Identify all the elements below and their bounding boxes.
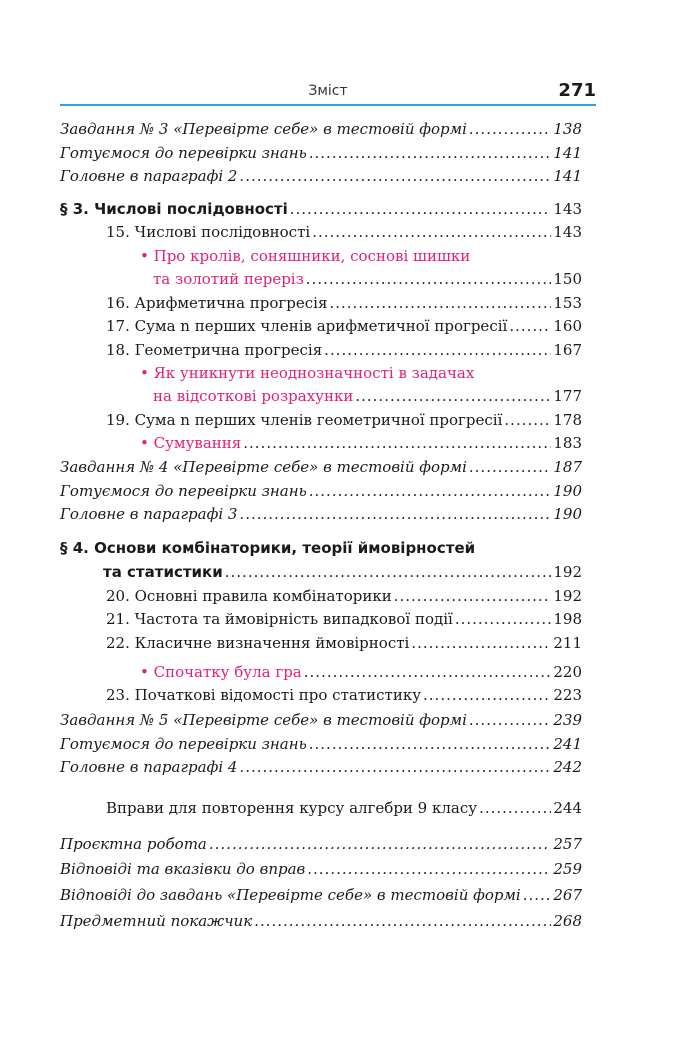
toc-page: 141 [553,144,582,162]
dot-leader [423,684,551,707]
dot-leader [306,268,552,291]
toc-subentry-line[interactable]: • Про кролів, соняшники, соснові шишки [140,247,471,265]
toc-subentry[interactable]: • Сумування ..... 183 [140,432,582,455]
toc-page: 267 [553,886,582,904]
toc-page: 183 [553,434,582,452]
page-title: Зміст [308,83,348,99]
toc-subentry[interactable]: • Спочатку була гра ..... 220 [140,661,582,684]
dot-leader [309,733,552,756]
toc-page: 190 [553,505,582,523]
toc-page: 241 [553,735,582,753]
dot-leader [290,198,552,221]
toc-section-heading[interactable]: § 4. Основи комбінаторики, теорії ймовірностей [60,539,476,557]
dot-leader [469,709,551,732]
toc-page: 239 [553,711,582,729]
toc-entry[interactable]: Головне в параграфі 4 ..... 242 [60,756,582,779]
dot-leader [239,503,551,526]
toc-entry[interactable]: 23. Початкові відомості про статистику ..... 223 [106,684,582,707]
toc-page: 141 [553,167,582,185]
dot-leader [307,858,551,881]
toc-entry[interactable]: Завдання № 5 «Перевірте себе» в тестовій формі ..... 239 [60,709,582,732]
toc-page: 187 [553,458,582,476]
dot-leader [324,339,551,362]
dot-leader [254,910,551,933]
toc-page: 178 [553,411,582,429]
toc-entry[interactable]: Відповіді до завдань «Перевірте себе» в тестовій формі ..... 267 [60,884,582,907]
toc-page: 192 [553,563,582,581]
dot-leader [411,632,551,655]
toc-entry[interactable]: Вправи для повторення курсу алгебри 9 класу ..... 244 [106,797,582,820]
toc-section-entry[interactable]: § 3. Числові послідовності ..... 143 [60,198,582,221]
toc-page: 220 [553,663,582,681]
toc-page: 211 [553,634,582,652]
page-header [60,78,596,106]
toc-entry[interactable]: Предметний покажчик ..... 268 [60,910,582,933]
dot-leader [455,608,552,631]
toc-page: 257 [553,835,582,853]
dot-leader [329,292,551,315]
toc-entry[interactable]: Завдання № 4 «Перевірте себе» в тестовій формі ..... 187 [60,456,582,479]
dot-leader [504,409,551,432]
toc-entry[interactable]: 16. Арифметична прогресія ..... 153 [106,292,582,315]
toc-page: 143 [553,200,582,218]
dot-leader [312,221,551,244]
dot-leader [243,432,551,455]
toc-subentry-line[interactable]: • Як уникнути неоднозначності в задачах [140,364,475,382]
dot-leader [239,165,551,188]
toc-subentry[interactable]: та золотий переріз ..... 150 [153,268,582,291]
toc-entry[interactable]: Проєктна робота ..... 257 [60,833,582,856]
dot-leader [394,585,552,608]
page-number: 271 [558,80,596,101]
toc-page: 268 [553,912,582,930]
toc-section-entry[interactable]: та статистики ..... 192 [103,561,582,584]
toc-subentry[interactable]: на відсоткові розрахунки ..... 177 [153,385,582,408]
toc-entry[interactable]: 22. Класичне визначення ймовірності ..... 211 [106,632,582,655]
toc-entry[interactable]: Готуємося до перевірки знань ..... 190 [60,480,582,503]
toc-page: 198 [553,610,582,628]
dot-leader [469,456,551,479]
toc-entry[interactable]: Відповіді та вказівки до вправ ..... 259 [60,858,582,881]
toc-entry[interactable]: Головне в параграфі 2 ..... 141 [60,165,582,188]
dot-leader [479,797,551,820]
toc-page: 192 [553,587,582,605]
toc-entry[interactable]: 19. Сума n перших членів геометричної прогресії ..... 178 [106,409,582,432]
toc-entry[interactable]: 21. Частота та ймовірність випадкової події ..... 198 [106,608,582,631]
toc-page: 223 [553,686,582,704]
toc-page: 160 [553,317,582,335]
dot-leader [509,315,551,338]
toc-page: 259 [553,860,582,878]
toc-entry[interactable]: 17. Сума n перших членів арифметичної прогресії ..... 160 [106,315,582,338]
dot-leader [469,118,551,141]
dot-leader [523,884,552,907]
dot-leader [209,833,551,856]
toc-page: 244 [553,799,582,817]
dot-leader [309,480,552,503]
dot-leader [309,142,552,165]
toc-entry[interactable]: Готуємося до перевірки знань ..... 241 [60,733,582,756]
toc-page: 138 [553,120,582,138]
toc-entry[interactable]: Готуємося до перевірки знань ..... 141 [60,142,582,165]
toc-page: 153 [553,294,582,312]
toc-page: 177 [553,387,582,405]
dot-leader [304,661,552,684]
toc-page: 167 [553,341,582,359]
toc-entry[interactable]: Завдання № 3 «Перевірте себе» в тестовій формі ..... 138 [60,118,582,141]
toc-entry[interactable]: 20. Основні правила комбінаторики ..... 192 [106,585,582,608]
toc-entry[interactable]: 15. Числові послідовності ..... 143 [106,221,582,244]
dot-leader [355,385,551,408]
toc-page: 150 [553,270,582,288]
dot-leader [239,756,551,779]
toc-page: 190 [553,482,582,500]
toc-page: 242 [553,758,582,776]
dot-leader [225,561,552,584]
toc-entry[interactable]: Головне в параграфі 3 ..... 190 [60,503,582,526]
toc-page: 143 [553,223,582,241]
toc-entry[interactable]: 18. Геометрична прогресія ..... 167 [106,339,582,362]
